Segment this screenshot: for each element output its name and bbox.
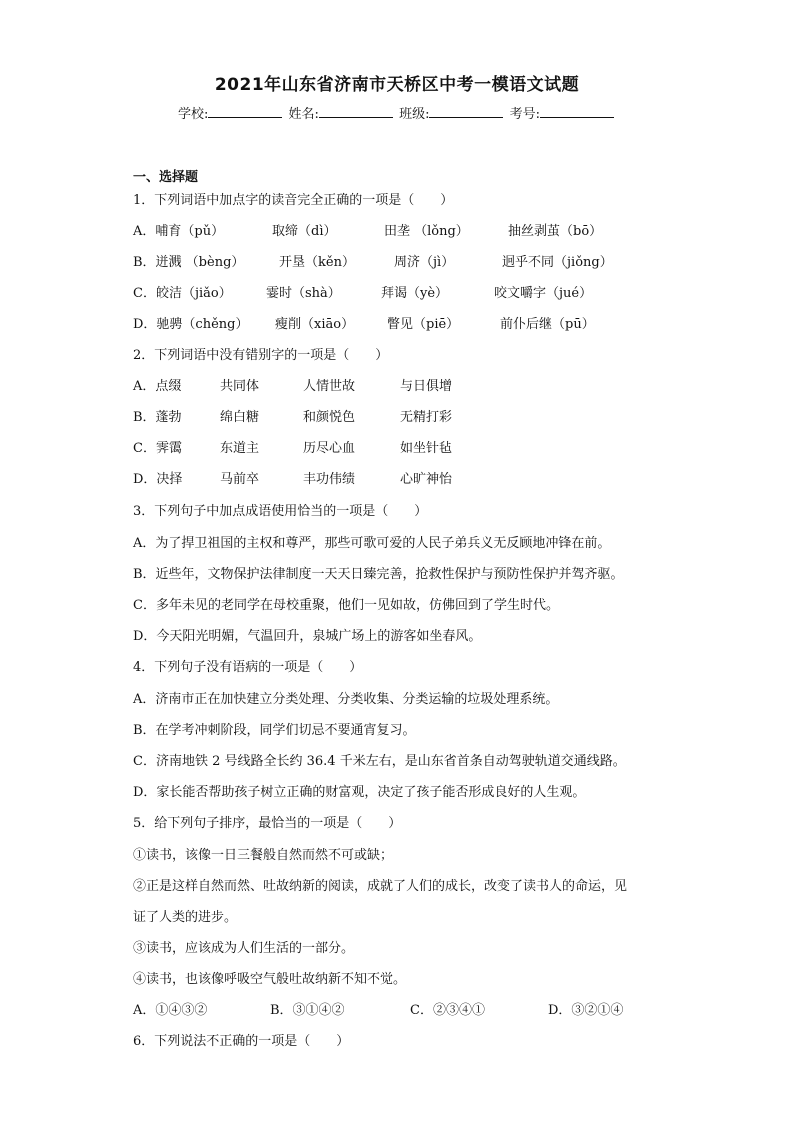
q2-row-c-col-2: 东道主 (220, 441, 260, 456)
q5-choice-d: D．③②①④ (548, 1003, 624, 1018)
q2-row-c-col-1: C．霁霭 (133, 441, 182, 456)
page-title: 2021年山东省济南市天桥区中考一模语文试题 (214, 75, 580, 95)
q4-option-d: D．家长能否帮助孩子树立正确的财富观，决定了孩子能否形成良好的人生观。 (133, 785, 586, 800)
class-blank[interactable] (429, 105, 503, 118)
q1-row-a-col-1: A．哺育（pǔ） (133, 224, 225, 239)
q1-row-c-col-1: C．皎洁（jiǎo） (133, 286, 232, 301)
q2-row-c-col-4: 如坐针毡 (400, 441, 453, 456)
q2-row-a-col-3: 人情世故 (303, 379, 356, 394)
student-info-line (0, 103, 794, 122)
q1-row-a-col-3: 田垄 （lǒng） (384, 224, 469, 239)
q2-row-b-col-4: 无精打彩 (400, 410, 453, 425)
name-blank[interactable] (319, 105, 393, 118)
q5-sentence-2-cont: 证了人类的进步。 (133, 910, 238, 925)
q5-choice-a: A．①④③② (133, 1003, 208, 1018)
q5-sentence-2: ②正是这样自然而然、吐故纳新的阅读，成就了人们的成长，改变了读书人的命运，见 (133, 879, 628, 894)
q2-row-d-col-3: 丰功伟绩 (303, 472, 356, 487)
q1-row-b-col-3: 周济（jì） (394, 255, 455, 270)
q1-row-b-col-2: 开垦（kěn） (279, 255, 355, 270)
class-label: 班级: (399, 107, 430, 122)
q1-row-c-col-4: 咬文嚼字（jué） (494, 286, 593, 301)
q1-row-b-col-1: B．迸溅 （bèng） (133, 255, 245, 270)
q2-row-a-col-1: A．点缀 (133, 379, 182, 394)
question-2-stem: 2．下列词语中没有错别字的一项是（ ） (133, 348, 389, 363)
q4-option-a: A．济南市正在加快建立分类处理、分类收集、分类运输的垃圾处理系统。 (133, 692, 559, 707)
question-1-stem: 1．下列词语中加点字的读音完全正确的一项是（ ） (133, 193, 454, 208)
q3-option-d: D．今天阳光明媚，气温回升，泉城广场上的游客如坐春风。 (133, 629, 482, 644)
q4-option-b: B．在学考冲刺阶段，同学们切忌不要通宵复习。 (133, 723, 416, 738)
question-6-stem: 6．下列说法不正确的一项是（ ） (133, 1034, 350, 1049)
q1-row-a-col-4: 抽丝剥茧（bō） (508, 224, 603, 239)
q2-row-d-col-4: 心旷神怡 (400, 472, 453, 487)
q2-row-b-col-1: B．蓬勃 (133, 410, 182, 425)
q1-row-a-col-2: 取缔（dì） (272, 224, 337, 239)
q5-choice-b: B．③①④② (270, 1003, 345, 1018)
q5-sentence-1: ①读书，该像一日三餐般自然而然不可或缺； (133, 848, 394, 863)
q2-row-b-col-3: 和颜悦色 (303, 410, 356, 425)
q2-row-d-col-1: D．决择 (133, 472, 183, 487)
q1-row-b-col-4: 迥乎不同（jiǒng） (502, 255, 613, 270)
school-blank[interactable] (208, 105, 282, 118)
q5-choice-c: C．②③④① (410, 1003, 485, 1018)
q1-row-d-col-4: 前仆后继（pū） (500, 317, 595, 332)
name-label: 姓名: (288, 107, 319, 122)
q5-sentence-3: ③读书，应该成为人们生活的一部分。 (133, 941, 355, 956)
q2-row-a-col-4: 与日俱增 (400, 379, 453, 394)
q2-row-c-col-3: 历尽心血 (303, 441, 356, 456)
question-3-stem: 3．下列句子中加点成语使用恰当的一项是（ ） (133, 504, 428, 519)
question-5-stem: 5．给下列句子排序，最恰当的一项是（ ） (133, 816, 402, 831)
q3-option-b: B．近些年，文物保护法律制度一天天日臻完善，抢救性保护与预防性保护并驾齐驱。 (133, 567, 624, 582)
exam-number-blank[interactable] (540, 105, 614, 118)
q5-sentence-4: ④读书，也该像呼吸空气般吐故纳新不知不觉。 (133, 972, 407, 987)
q4-option-c: C．济南地铁 2 号线路全长约 36.4 千米左右，是山东省首条自动驾驶轨道交通线路。 (133, 754, 626, 769)
q2-row-a-col-2: 共同体 (220, 379, 260, 394)
q3-option-c: C．多年未见的老同学在母校重聚，他们一见如故，仿佛回到了学生时代。 (133, 598, 559, 613)
exam-number-label: 考号: (509, 107, 540, 122)
q1-row-d-col-3: 瞥见（piē） (387, 317, 460, 332)
q1-row-c-col-2: 霎时（shà） (266, 286, 341, 301)
section-heading: 一、选择题 (133, 170, 199, 185)
question-4-stem: 4．下列句子没有语病的一项是（ ） (133, 660, 363, 675)
q2-row-d-col-2: 马前卒 (220, 472, 260, 487)
school-label: 学校: (178, 107, 209, 122)
q1-row-d-col-2: 瘦削（xiāo） (275, 317, 355, 332)
q2-row-b-col-2: 绵白糖 (220, 410, 260, 425)
q3-option-a: A．为了捍卫祖国的主权和尊严，那些可歌可爱的人民子弟兵义无反顾地冲锋在前。 (133, 536, 611, 551)
q1-row-c-col-3: 拜谒（yè） (381, 286, 449, 301)
q1-row-d-col-1: D．驰骋（chěng） (133, 317, 249, 332)
